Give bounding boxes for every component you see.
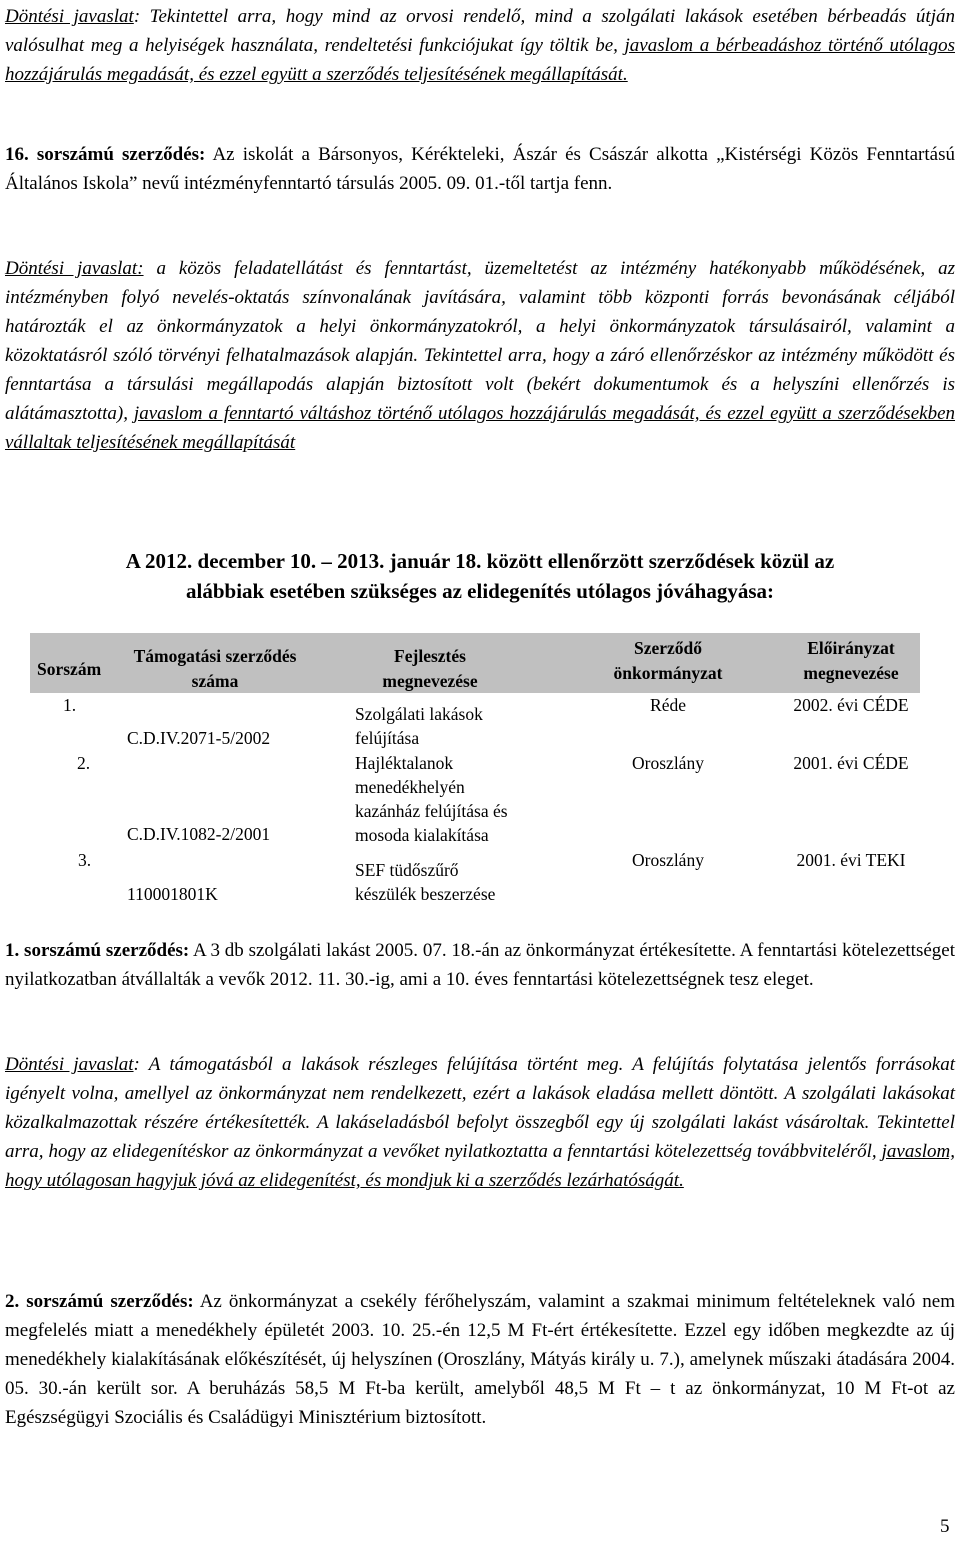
row-2-dev-l2: menedékhelyén [355,777,465,797]
row-1-municipality: Réde [650,695,686,715]
row-1-budget: 2002. évi CÉDE [793,695,909,715]
contract-label: 2. sorszámú szerződés: [5,1291,194,1312]
contracts-table [30,632,920,906]
header-development-l1: Fejlesztés [394,646,466,666]
header-development-l2: megnevezése [382,671,478,691]
row-1-dev-l2: felújítása [355,728,420,748]
decision-label: Döntési javaslat: [5,258,144,279]
decision-label: Döntési javaslat [5,1054,134,1075]
row-1-number: 1. [63,695,77,715]
heading-line-2: alábbiak esetében szükséges az elidegenítés utólagos jóváhagyása: [186,579,774,603]
header-sorszam: Sorszám [37,659,102,679]
header-contract-l1: Támogatási szerződés [133,646,297,666]
header-budget-l1: Előirányzat [807,638,895,658]
page-number: 5 [940,1516,950,1537]
header-contract-l2: száma [191,671,239,691]
header-municipality-l1: Szerződő [633,638,703,658]
row-2-budget: 2001. évi CÉDE [793,753,909,773]
decision-proposal-paragraph-2 [5,254,955,457]
decision-label: Döntési javaslat [5,6,134,27]
contract-label: 16. sorszámú szerződés: [5,144,206,165]
row-3-dev-l1: SEF tüdőszűrő [355,860,459,880]
heading-line-1: A 2012. december 10. – 2013. január 18. között ellenőrzött szerződések közül az [125,549,835,573]
paragraph-text: : A támogatásból a lakások részleges felújítása történt meg. A felújítás folytatása jelentős forrásokat igényelt volna, amellyel az önkormányzat nem rendelkezett, ezért a lakások eladása mellett döntött. A szolgálati lakásokat közalkalmazottak részére értékesítették. A lakáseladásból befolyt összegből egy új szolgálati lakást vásároltak. Tekintettel arra, hogy az elidegenítéskor az önkormányzat a vevőket nyilatkoztatta a fenntartási kötelezettség továbbviteléről, [5,1054,955,1162]
proposal-underlined: javaslom a fenntartó váltáshoz történő utólagos hozzájárulás megadását, és ezzel együtt a szerződésekben vállaltak teljesítésének megállapítását [5,403,956,453]
row-1-dev-l1: Szolgálati lakások [355,704,483,724]
row-3-number: 3. [78,850,92,870]
row-2-number: 2. [77,753,91,773]
row-3-dev-l2: készülék beszerzése [355,884,496,904]
proposal-underlined: javaslom, hogy utólagosan hagyjuk jóvá az elidegenítést, és mondjuk ki a szerződés lezárhatóságát. [5,1141,955,1191]
paragraph-text: Az önkormányzat a csekély férőhelyszám, valamint a szakmai minimum feltételeknek való nem megfelelés miatt a menedékhely épületét 2003. 10. 25.-én 12,5 M Ft-ért értékesítette. Ezzel egy időben megkezdte az új menedékhely kialakításának előkészítését, új helyszínen (Oroszlány, Mátyás király u. 7.), amelynek műszaki átadására 2004. 05. 30.-án került sor. A beruházás 58,5 M Ft-ba került, amelyből 48,5 M Ft – t az önkormányzat, 10 M Ft-ot az Egészségügyi Szociális és Családügyi Minisztérium biztosított. [5,1291,955,1428]
contract-2-paragraph [5,1287,955,1432]
row-2-dev-l1: Hajléktalanok [355,753,454,773]
row-2-dev-l3: kazánház felújítása és [355,801,508,821]
row-3-contract: 110001801K [127,884,218,904]
paragraph-text: a közös feladatellátást és fenntartást, üzemeltetést az intézmény hatékonyabb működésének, az intézményben folyó nevelés-oktatás színvonalának javítására, valamint több központi forrás bevonásának céljából határozták el az önkormányzatok a helyi önkormányzatokról, a helyi önkormányzatok társulásairól, valamint a közoktatásról szóló törvényi felhatalmazások alapján. Tekintettel arra, hogy a záró ellenőrzéskor az intézmény működött és fenntartása a társulási megállapodás alapján biztosított volt (bekért dokumentumok és a helyszíni ellenőrzés is alátámasztotta), [5,258,955,424]
contract-1-paragraph [5,936,955,994]
row-3-budget: 2001. évi TEKI [796,850,906,870]
paragraph-text: A 3 db szolgálati lakást 2005. 07. 18.-án az önkormányzat értékesítette. A fenntartási kötelezettséget nyilatkozatban átvállalták a vevők 2012. 11. 30.-ig, ami a 10. éves fenntartási kötelezettségnek tesz eleget. [5,940,955,990]
row-2-dev-l4: mosoda kialakítása [355,825,489,845]
proposal-underlined: javaslom a bérbeadáshoz történő utólagos hozzájárulás megadását, és ezzel együtt a szerződés teljesítésének megállapítását. [5,35,955,85]
paragraph-text: : Tekintettel arra, hogy mind az orvosi rendelő, mind a szolgálati lakások esetében bérbeadás útján valósulhat meg a helyiségek használata, rendeltetési funkciójukat így töltik be, [5,6,955,56]
decision-proposal-paragraph-1 [5,2,955,89]
contract-label: 1. sorszámú szerződés: [5,940,190,961]
paragraph-text: Az iskolát a Bársonyos, Kérékteleki, Ászár és Császár alkotta „Kistérségi Közös Fenntartású Általános Iskola” nevű intézményfenntartó társulás 2005. 09. 01.-től tartja fenn. [5,144,955,194]
row-2-contract: C.D.IV.1082-2/2001 [127,824,271,844]
row-3-municipality: Oroszlány [632,850,704,870]
header-budget-l2: megnevezése [803,663,899,683]
row-2-municipality: Oroszlány [632,753,704,773]
decision-proposal-paragraph-3 [5,1050,955,1195]
contract-16-paragraph [5,140,955,198]
row-1-contract: C.D.IV.2071-5/2002 [127,728,271,748]
section-heading [5,546,955,606]
header-municipality-l2: önkormányzat [613,663,723,683]
